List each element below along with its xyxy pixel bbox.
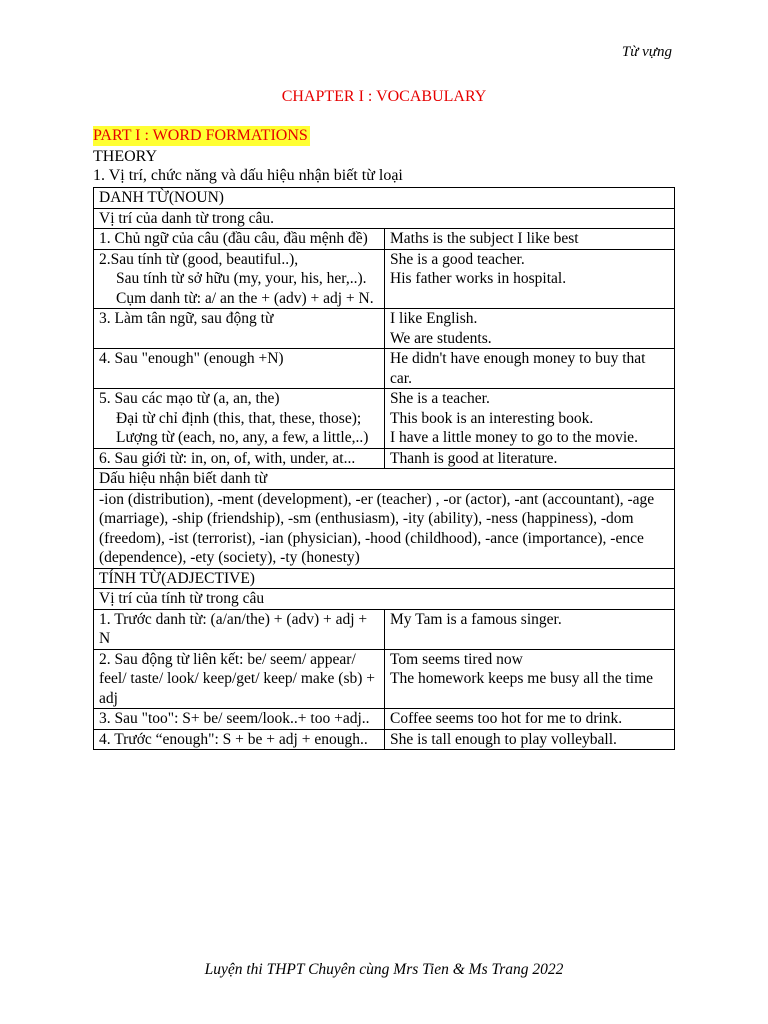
noun-example-cell (385, 349, 675, 389)
example-line: She is a good teacher. (390, 250, 525, 268)
noun-rule-cell (94, 229, 385, 250)
rule-line: 2. Sau động từ liên kết: be/ seem/ appear/ feel/ taste/ look/ keep/get/ keep/ make (sb) + adj (99, 650, 376, 707)
noun-example-cell (385, 229, 675, 250)
table-row (94, 448, 675, 469)
table-row (94, 709, 675, 730)
noun-example-cell (385, 249, 675, 309)
rule-line: Lượng từ (each, no, any, a few, a little,..) (116, 429, 369, 446)
example-line: My Tam is a famous singer. (390, 610, 562, 628)
noun-example-cell (385, 309, 675, 349)
part-title: PART I : WORD FORMATIONS (93, 127, 308, 144)
rule-line: 1. Trước danh từ: (a/an/the) + (adv) + adj + N (99, 610, 368, 647)
table-row (94, 389, 675, 449)
rule-line: 3. Làm tân ngữ, sau động từ (99, 310, 274, 327)
example-line: I have a little money to go to the movie. (390, 429, 638, 446)
example-line: She is a teacher. (390, 390, 490, 407)
noun-example-cell (385, 389, 675, 449)
rule-line: 1. Chủ ngữ của câu (đầu câu, đầu mệnh đề) (99, 230, 368, 247)
intro-line: 1. Vị trí, chức năng và dấu hiệu nhận biết từ loại (93, 167, 403, 184)
adjective-example-cell (385, 709, 675, 730)
example-line: He didn't have enough money to buy that car. (390, 350, 646, 387)
page-header-label: Từ vựng (621, 44, 672, 60)
rule-line: 3. Sau "too": S+ be/ seem/look..+ too +adj.. (99, 710, 370, 727)
example-line: His father works in hospital. (390, 270, 567, 287)
page-footer: Luyện thi THPT Chuyên cùng Mrs Tien & Ms Trang 2022 (204, 961, 564, 978)
example-line: Thanh is good at literature. (390, 449, 558, 467)
noun-rule-cell (94, 389, 385, 449)
adjective-example-cell (385, 609, 675, 649)
adjective-example-cell (385, 729, 675, 750)
vocabulary-table (93, 187, 675, 750)
example-line: Tom seems tired now (390, 650, 523, 668)
example-line: Coffee seems too hot for me to drink. (390, 710, 623, 727)
adjective-heading: TÍNH TỪ(ADJECTIVE) (94, 568, 675, 589)
rule-line: 5. Sau các mạo từ (a, an, the) (99, 390, 280, 407)
rule-line: 2.Sau tính từ (good, beautiful..), (99, 250, 299, 268)
example-line: Maths is the subject I like best (390, 230, 579, 247)
theory-label: THEORY (93, 148, 157, 165)
table-row (94, 229, 675, 250)
adjective-example-cell (385, 649, 675, 709)
rule-line: Đại từ chỉ định (this, that, these, those); (116, 409, 362, 427)
adjective-rule-cell (94, 709, 385, 730)
adjective-rule-cell (94, 649, 385, 709)
rule-line: Cụm danh từ: a/ an the + (adv) + adj + N. (116, 289, 374, 307)
table-row (94, 609, 675, 649)
noun-rule-cell (94, 249, 385, 309)
example-line: She is tall enough to play volleyball. (390, 730, 617, 748)
rule-line: 4. Sau "enough" (enough +N) (99, 350, 284, 367)
table-row (94, 729, 675, 750)
noun-heading: DANH TỪ(NOUN) (94, 188, 675, 209)
noun-example-cell (385, 448, 675, 469)
noun-signs-heading: Dấu hiệu nhận biết danh từ (94, 469, 675, 490)
noun-rule-cell (94, 309, 385, 349)
rule-line: 6. Sau giới từ: in, on, of, with, under, at... (99, 449, 356, 467)
chapter-title: CHAPTER I : VOCABULARY (281, 88, 487, 105)
rule-line: Sau tính từ sở hữu (my, your, his, her,..). (116, 270, 367, 287)
example-line: The homework keeps me busy all the time (390, 670, 654, 687)
table-row (94, 349, 675, 389)
table-row (94, 249, 675, 309)
noun-rule-cell (94, 349, 385, 389)
rule-line: 4. Trước “enough": S + be + adj + enough.. (99, 730, 368, 748)
table-row (94, 309, 675, 349)
noun-position-heading: Vị trí của danh từ trong câu. (94, 208, 675, 229)
example-line: This book is an interesting book. (390, 409, 594, 427)
table-row (94, 649, 675, 709)
adjective-rule-cell (94, 729, 385, 750)
example-line: I like English. (390, 310, 478, 327)
adjective-rule-cell (94, 609, 385, 649)
example-line: We are students. (390, 329, 492, 347)
noun-rule-cell (94, 448, 385, 469)
adjective-position-heading: Vị trí của tính từ trong câu (94, 589, 675, 610)
noun-signs-text: -ion (distribution), -ment (development), -er (teacher) , -or (actor), -ant (accountant), -age (marriage), -ship (friendship), -sm (enthusiasm), -ity (ability), -ness (happiness), -dom (freedom), -ist (terrorist), -ian (physician), -hood (childhood), -ance (importance), -ence (dependence), -ety (society), -ty (honesty) (94, 489, 675, 568)
